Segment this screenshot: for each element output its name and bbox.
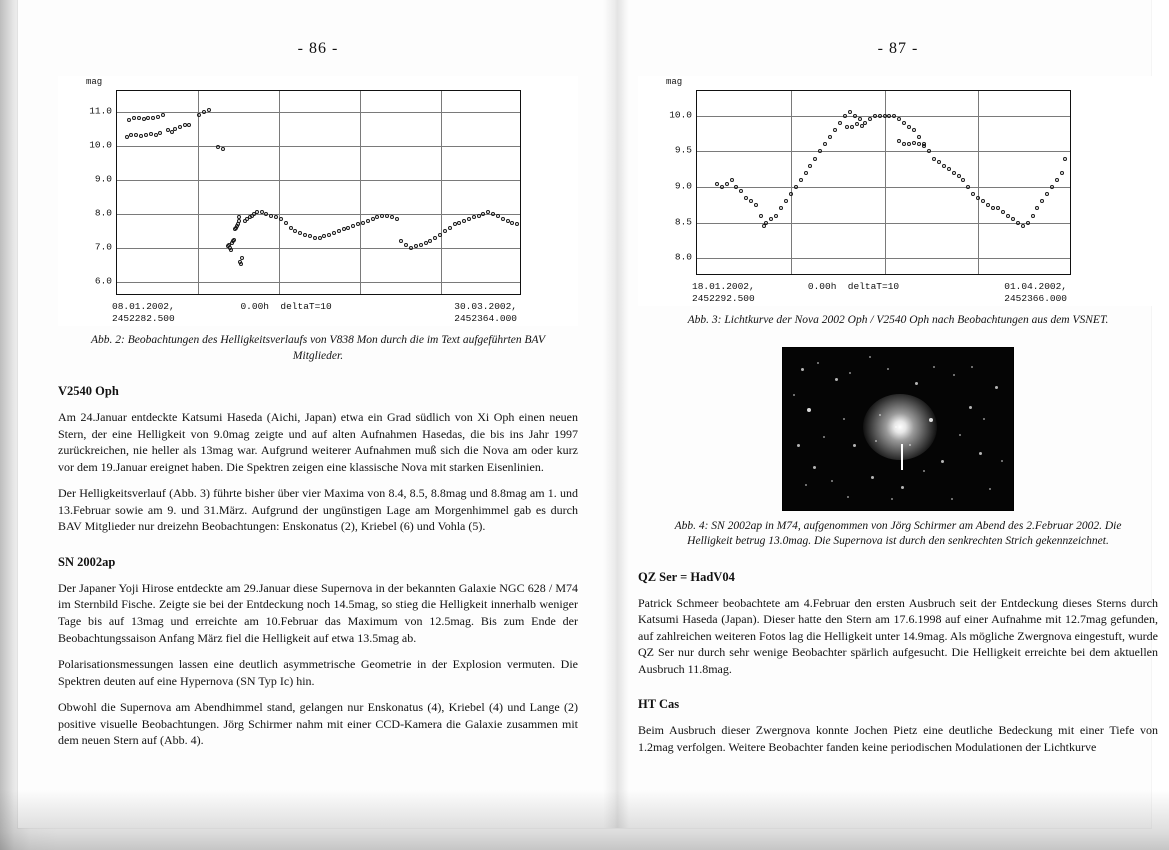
data-point [289, 226, 293, 230]
data-point [739, 189, 743, 193]
galaxy-m74 [863, 394, 937, 460]
data-point [371, 217, 375, 221]
paragraph: Polarisationsmessungen lassen eine deutlich asymmetrische Geometrie in der Explosion vermuten. Die Spektren deuten auf eine Hypernova (SN Typ Ic) hin. [58, 657, 578, 688]
heading-sn-2002ap: SN 2002ap [58, 554, 116, 569]
data-point [952, 171, 956, 175]
data-point [1021, 224, 1025, 228]
chart-abb3 [638, 76, 1158, 306]
data-point [986, 203, 990, 207]
data-point [1006, 214, 1010, 218]
data-point [462, 219, 466, 223]
paragraph: Am 24.Januar entdeckte Katsumi Haseda (Aichi, Japan) etwa ein Grad südlich von Xi Oph einen neuen Stern, der eine Helligkeit von 9.0mag zeigte und auf alten Aufnahmen Hasedas, die bis ins Jahr 1997 zurückreichen, nie heller als 13mag war. Aufgrund weiterer Aufnahmen muß sich die Nova am oder kurz vor dem 19.Januar ereignet haben. Die Spektren zeigen eine klassische Nova mit starken Eisenlinien. [58, 410, 578, 474]
data-point [501, 217, 505, 221]
star [953, 374, 955, 376]
x-axis-annotation: 0.00h deltaT=10 [240, 301, 332, 312]
data-point [322, 234, 326, 238]
star [849, 372, 851, 374]
data-point [351, 224, 355, 228]
data-point [1026, 221, 1030, 225]
data-point [957, 174, 961, 178]
paragraph: Patrick Schmeer beobachtete am 4.Februar den ersten Ausbruch seit der Entdeckung dieses Sterns durch Katsumi Haseda (Japan). Dieser hatte den Stern am 17.6.1998 auf einer Aufnahme mit 12.7mag gefunden, auf zahlreichen weiteren Fotos lag die Helligkeit unter 14.9mag. Als mögliche Zwergnova eingestuft, wurde QZ Ser nur durch sehr wenige Beobachter spärlich aufgesucht. Die Helligkeit erreichte bei dem aktuellen Ausbruch 11.8mag. [638, 595, 1158, 676]
y-axis-tick-label: 9.0 [674, 180, 692, 192]
gridline-horizontal [117, 214, 520, 215]
data-point [744, 196, 748, 200]
y-axis-unit-label: mag [86, 77, 103, 87]
data-point [481, 212, 485, 216]
star [831, 480, 833, 482]
data-point [1016, 221, 1020, 225]
data-point [448, 226, 452, 230]
x-axis-annotation: 0.00h deltaT=10 [807, 281, 900, 292]
x-axis-annotation: 2452292.500 [692, 293, 755, 304]
star [817, 362, 819, 364]
star [823, 436, 825, 438]
data-point [146, 116, 150, 120]
data-point [419, 243, 423, 247]
data-point [1045, 192, 1049, 196]
data-point [395, 217, 399, 221]
data-point [883, 114, 887, 118]
data-point [183, 123, 187, 127]
data-point [187, 123, 191, 127]
page-spread [18, 0, 1158, 828]
data-point [912, 128, 916, 132]
x-axis-annotation: 01.04.2002, [1004, 281, 1067, 292]
data-point [848, 110, 852, 114]
figure-3-caption: Abb. 3: Lichtkurve der Nova 2002 Oph / V2540 Oph nach Beobachtungen aus dem VSNET. [687, 314, 1109, 326]
data-point [996, 206, 1000, 210]
data-point [166, 128, 170, 132]
data-point [927, 149, 931, 153]
data-point [486, 210, 490, 214]
data-point [858, 117, 862, 121]
data-point [833, 128, 837, 132]
data-point [922, 144, 926, 148]
data-point [818, 149, 822, 153]
star [959, 434, 961, 436]
data-point [279, 217, 283, 221]
data-point [981, 199, 985, 203]
plot-area [696, 90, 1071, 275]
y-axis-tick-label: 7.0 [94, 241, 112, 253]
data-point [137, 116, 141, 120]
data-point [399, 239, 403, 243]
star [915, 382, 918, 385]
data-point [1011, 217, 1015, 221]
data-point [129, 133, 133, 137]
x-axis-annotation: 2452364.000 [454, 313, 517, 324]
data-point [850, 125, 854, 129]
data-point [457, 221, 461, 225]
plot-area [116, 90, 521, 295]
data-point [151, 116, 155, 120]
data-point [907, 125, 911, 129]
data-point [902, 121, 906, 125]
data-point [161, 113, 165, 117]
x-axis-annotation: 2452366.000 [1004, 293, 1067, 304]
data-point [1055, 178, 1059, 182]
gridline-vertical [441, 91, 442, 294]
data-point [342, 227, 346, 231]
gridline-horizontal [697, 258, 1070, 259]
data-point [907, 142, 911, 146]
data-point [720, 185, 724, 189]
figure-4-caption: Abb. 4: SN 2002ap in M74, aufgenommen von Jörg Schirmer am Abend des 2.Februar 2002. Die Helligkeit betrug 13.0mag. Die Supernova ist durch den senkrechten Strich gekennzeichnet. [674, 519, 1122, 548]
star [989, 488, 991, 490]
data-point [734, 185, 738, 189]
data-point [472, 215, 476, 219]
data-point [932, 157, 936, 161]
data-point [868, 117, 872, 121]
data-point [937, 160, 941, 164]
data-point [845, 125, 849, 129]
data-point [759, 214, 763, 218]
data-point [260, 210, 264, 214]
supernova-marker [901, 444, 903, 470]
star [891, 498, 893, 500]
data-point [887, 114, 891, 118]
page-number-right: - 87 - [877, 40, 919, 57]
data-point [390, 215, 394, 219]
data-point [510, 221, 514, 225]
y-axis-tick-label: 10.0 [89, 139, 112, 151]
data-point [298, 231, 302, 235]
data-point [443, 229, 447, 233]
data-point [838, 121, 842, 125]
data-point [971, 192, 975, 196]
star [979, 452, 982, 455]
data-point [917, 135, 921, 139]
gridline-horizontal [697, 223, 1070, 224]
data-point [154, 133, 158, 137]
data-point [327, 233, 331, 237]
data-point [170, 130, 174, 134]
data-point [264, 212, 268, 216]
data-point [779, 206, 783, 210]
star [923, 470, 925, 472]
data-point [156, 115, 160, 119]
data-point [496, 214, 500, 218]
data-point [424, 241, 428, 245]
data-point [902, 142, 906, 146]
star [887, 368, 889, 370]
page-bottom-shadow [0, 790, 1169, 850]
data-point [361, 221, 365, 225]
data-point [491, 212, 495, 216]
data-point [239, 262, 243, 266]
paragraph: Obwohl die Supernova am Abendhimmel stand, gelangen nur Enskonatus (4), Kriebel (4) und Lange (2) positive visuelle Beobachtungen. Jörg Schirmer nahm mit einer CCD-Kamera die Galaxie zusammen mit dem neuen Stern auf (Abb. 4). [58, 700, 578, 748]
gridline-vertical [279, 91, 280, 294]
data-point [853, 114, 857, 118]
data-point [293, 229, 297, 233]
photo-sn2002ap [782, 347, 1014, 511]
data-point [134, 133, 138, 137]
star [847, 496, 849, 498]
data-point [132, 116, 136, 120]
y-axis-tick-label: 10.0 [669, 109, 692, 121]
y-axis-unit-label: mag [666, 77, 683, 87]
star [969, 406, 972, 409]
star [1001, 460, 1003, 462]
data-point [764, 221, 768, 225]
y-axis-tick-label: 8.0 [674, 251, 692, 263]
paragraph: Der Japaner Yoji Hirose entdeckte am 29.Januar diese Supernova in der bekannten Galaxie NGC 628 / M74 im Sternbild Fische. Zeigte sie bei der Entdeckung noch 14.5mag, so stieg die Helligkeit innerhalb weniger Tage bis auf 13mag und erreichte am 10.Februar das Maximum von 12.5mag. Bis zum Ende der Beobachtungssaison Anfang März fiel die Helligkeit auf etwa 13.5mag ab. [58, 580, 578, 645]
x-axis-annotation: 2452282.500 [112, 313, 175, 324]
data-point [318, 236, 322, 240]
gridline-horizontal [117, 282, 520, 283]
data-point [804, 171, 808, 175]
data-point [769, 217, 773, 221]
star [843, 418, 845, 420]
gridline-horizontal [117, 248, 520, 249]
data-point [216, 145, 220, 149]
star [933, 366, 935, 368]
data-point [715, 182, 719, 186]
data-point [754, 203, 758, 207]
gridline-vertical [978, 91, 979, 274]
figure-4 [638, 347, 1158, 550]
data-point [467, 217, 471, 221]
book-gutter [603, 0, 629, 828]
data-point [966, 185, 970, 189]
data-point [178, 125, 182, 129]
data-point [843, 114, 847, 118]
data-point [313, 236, 317, 240]
gridline-horizontal [117, 112, 520, 113]
gridline-vertical [791, 91, 792, 274]
data-point [808, 164, 812, 168]
data-point [125, 135, 129, 139]
star [995, 386, 998, 389]
figure-2-caption: Abb. 2: Beobachtungen des Helligkeitsverlaufs von V838 Mon durch die im Text aufgeführten BAV Mitglieder. [90, 334, 545, 362]
data-point [725, 182, 729, 186]
data-point [409, 246, 413, 250]
data-point [158, 131, 162, 135]
data-point [428, 239, 432, 243]
data-point [942, 164, 946, 168]
data-point [897, 139, 901, 143]
star [797, 444, 800, 447]
data-point [506, 219, 510, 223]
data-point [346, 226, 350, 230]
data-point [453, 222, 457, 226]
data-point [515, 222, 519, 226]
data-point [274, 215, 278, 219]
data-point [897, 117, 901, 121]
gridline-horizontal [117, 146, 520, 147]
star [983, 418, 985, 420]
y-axis-tick-label: 8.0 [94, 207, 112, 219]
data-point [332, 231, 336, 235]
figure-2 [58, 76, 578, 364]
data-point [236, 222, 240, 226]
data-point [477, 214, 481, 218]
data-point [149, 132, 153, 136]
data-point [784, 199, 788, 203]
star [853, 444, 856, 447]
data-point [337, 229, 341, 233]
y-axis-tick-label: 9.5 [674, 144, 692, 156]
gridline-vertical [198, 91, 199, 294]
paragraph: Der Helligkeitsverlauf (Abb. 3) führte bisher über vier Maxima von 8.4, 8.5, 8.8mag und 8.8mag am 1. und 13.Februar sowie am 9. und 31.März. Aufgrund der ungünstigen Lage am Morgenhimmel gab es durch BAV Mitglieder nur dreizehn Beobachtungen: Enskonatus (2), Kriebel (6) und Vohla (5). [58, 486, 578, 534]
data-point [142, 117, 146, 121]
star [951, 498, 953, 500]
data-point [878, 114, 882, 118]
data-point [438, 233, 442, 237]
star [813, 466, 816, 469]
x-axis-annotation: 08.01.2002, [112, 301, 175, 312]
data-point [173, 127, 177, 131]
y-axis-tick-label: 6.0 [94, 275, 112, 287]
data-point [976, 196, 980, 200]
figure-3 [638, 76, 1158, 329]
data-point [991, 206, 995, 210]
heading-v2540-oph: V2540 Oph [58, 384, 119, 399]
data-point [197, 113, 201, 117]
data-point [255, 210, 259, 214]
data-point [1050, 185, 1054, 189]
paragraph: Beim Ausbruch dieser Zwergnova konnte Jochen Pietz eine deutliche Bedeckung mit einer Tiefe von 1.2mag verfolgen. Weitere Beobachter fanden keine periodischen Modulationen der Lichtkurve [638, 723, 1158, 754]
x-axis-annotation: 18.01.2002, [692, 281, 755, 292]
data-point [749, 199, 753, 203]
data-point [855, 122, 859, 126]
data-point [892, 114, 896, 118]
star [801, 368, 804, 371]
right-page [638, 0, 1158, 828]
data-point [789, 192, 793, 196]
star [941, 460, 944, 463]
data-point [269, 214, 273, 218]
data-point [1001, 210, 1005, 214]
gridline-horizontal [697, 151, 1070, 152]
star [871, 476, 874, 479]
data-point [308, 234, 312, 238]
y-axis-tick-label: 9.0 [94, 173, 112, 185]
data-point [232, 238, 236, 242]
data-point [375, 215, 379, 219]
data-point [380, 214, 384, 218]
chart-abb2 [58, 76, 578, 326]
y-axis-tick-label: 11.0 [89, 105, 112, 116]
star [869, 356, 871, 358]
data-point [912, 141, 916, 145]
star [807, 408, 811, 412]
data-point [284, 221, 288, 225]
data-point [813, 157, 817, 161]
data-point [433, 236, 437, 240]
data-point [799, 178, 803, 182]
gridline-horizontal [697, 187, 1070, 188]
data-point [1063, 157, 1067, 161]
data-point [794, 185, 798, 189]
star [793, 394, 795, 396]
data-point [237, 219, 241, 223]
star [901, 486, 904, 489]
data-point [774, 214, 778, 218]
data-point [947, 167, 951, 171]
heading-qz-ser: QZ Ser = HadV04 [638, 569, 735, 584]
gridline-vertical [885, 91, 886, 274]
y-axis-tick-label: 8.5 [674, 216, 692, 228]
star [805, 484, 807, 486]
gridline-horizontal [117, 180, 520, 181]
star [835, 378, 838, 381]
data-point [127, 118, 131, 122]
data-point [730, 178, 734, 182]
page-number-left: - 86 - [297, 40, 339, 57]
heading-ht-cas: HT Cas [638, 697, 680, 712]
data-point [139, 134, 143, 138]
data-point [860, 124, 864, 128]
data-point [414, 244, 418, 248]
left-page [58, 0, 578, 828]
x-axis-annotation: 30.03.2002, [454, 301, 517, 312]
data-point [237, 215, 241, 219]
star [929, 418, 933, 422]
data-point [1040, 199, 1044, 203]
data-point [873, 114, 877, 118]
data-point [229, 248, 233, 252]
data-point [1060, 171, 1064, 175]
data-point [762, 224, 766, 228]
data-point [828, 135, 832, 139]
data-point [207, 108, 211, 112]
data-point [221, 147, 225, 151]
data-point [303, 233, 307, 237]
data-point [202, 110, 206, 114]
star [971, 366, 973, 368]
data-point [1031, 214, 1035, 218]
data-point [366, 219, 370, 223]
data-point [961, 178, 965, 182]
data-point [385, 214, 389, 218]
gridline-vertical [360, 91, 361, 294]
data-point [917, 142, 921, 146]
data-point [240, 256, 244, 260]
data-point [823, 142, 827, 146]
data-point [1035, 206, 1039, 210]
data-point [144, 133, 148, 137]
data-point [356, 222, 360, 226]
data-point [404, 243, 408, 247]
